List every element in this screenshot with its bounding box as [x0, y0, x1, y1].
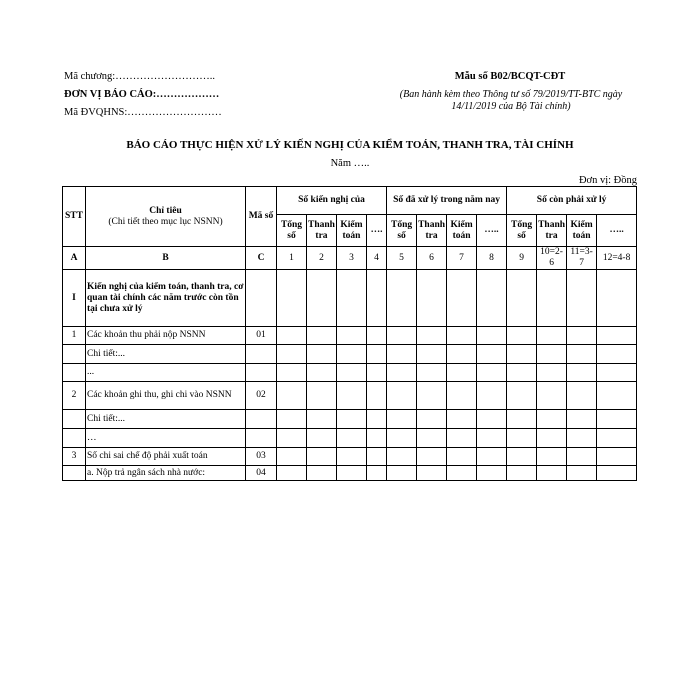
value-cell [537, 382, 567, 410]
value-cell [367, 345, 387, 364]
value-cell [417, 429, 447, 448]
row-code [246, 270, 277, 327]
value-cell [447, 364, 477, 382]
value-cell [307, 429, 337, 448]
value-cell [337, 429, 367, 448]
value-cell [417, 270, 447, 327]
row-code: 01 [246, 327, 277, 345]
table-body [63, 270, 637, 481]
row-label: Số chi sai chế độ phải xuất toán [86, 448, 246, 466]
value-cell [507, 448, 537, 466]
value-cell [337, 448, 367, 466]
row-code: 02 [246, 382, 277, 410]
value-cell [277, 364, 307, 382]
col-stt-header: STT [63, 187, 86, 247]
group-so-kien-nghi: Số kiến nghị của [277, 187, 387, 215]
row-code [246, 429, 277, 448]
value-cell [597, 466, 637, 481]
sub-header: Thanh tra [307, 215, 337, 247]
value-cell [567, 270, 597, 327]
value-cell [417, 382, 447, 410]
value-cell [477, 429, 507, 448]
sub-header: …. [367, 215, 387, 247]
code-cell: 3 [337, 247, 367, 270]
row-stt [63, 466, 86, 481]
code-cell: 10=2-6 [537, 247, 567, 270]
value-cell [277, 382, 307, 410]
value-cell [337, 270, 367, 327]
row-stt [63, 429, 86, 448]
value-cell [537, 364, 567, 382]
sub-header: ….. [477, 215, 507, 247]
value-cell [307, 364, 337, 382]
table-row [63, 327, 637, 345]
value-cell [447, 429, 477, 448]
row-code [246, 345, 277, 364]
report-title: BÁO CÁO THỰC HIỆN XỬ LÝ KIẾN NGHỊ CỦA KIỂM TOÁN, THANH TRA, TÀI CHÍNH [126, 139, 574, 151]
value-cell [277, 345, 307, 364]
ban-hanh-line1: (Ban hành kèm theo Thông tư số 79/2019/TT-BTC ngày [399, 89, 623, 100]
table-row [63, 466, 637, 481]
sub-header: Thanh tra [537, 215, 567, 247]
value-cell [417, 364, 447, 382]
value-cell [597, 270, 637, 327]
code-cell: 4 [367, 247, 387, 270]
code-cell: 1 [277, 247, 307, 270]
row-label: a. Nộp trả ngân sách nhà nước: [86, 466, 246, 481]
value-cell [337, 327, 367, 345]
value-cell [367, 429, 387, 448]
code-cell: 11=3-7 [567, 247, 597, 270]
value-cell [367, 448, 387, 466]
row-stt: I [63, 270, 86, 327]
value-cell [417, 466, 447, 481]
value-cell [537, 345, 567, 364]
value-cell [477, 466, 507, 481]
value-cell [537, 448, 567, 466]
value-cell [507, 270, 537, 327]
value-cell [567, 410, 597, 429]
sub-header: Tổng số [277, 215, 307, 247]
value-cell [567, 327, 597, 345]
value-cell [387, 466, 417, 481]
value-cell [537, 410, 567, 429]
value-cell [447, 466, 477, 481]
col-chi-tieu-title: Chỉ tiêu [149, 205, 182, 216]
value-cell [567, 466, 597, 481]
code-cell: 5 [387, 247, 417, 270]
code-row [63, 247, 637, 270]
value-cell [507, 466, 537, 481]
value-cell [597, 345, 637, 364]
row-stt [63, 410, 86, 429]
value-cell [567, 382, 597, 410]
value-cell [307, 448, 337, 466]
value-cell [417, 410, 447, 429]
table-row [63, 410, 637, 429]
sub-header: Tổng số [387, 215, 417, 247]
value-cell [537, 327, 567, 345]
code-cell: 12=4-8 [597, 247, 637, 270]
sub-header: Thanh tra [417, 215, 447, 247]
ma-dvqhns-label: Mã ĐVQHNS:……………………… [64, 107, 222, 118]
value-cell [277, 270, 307, 327]
value-cell [367, 410, 387, 429]
value-cell [447, 345, 477, 364]
code-cell: B [86, 247, 246, 270]
value-cell [567, 364, 597, 382]
row-code [246, 410, 277, 429]
row-label: … [86, 429, 246, 448]
value-cell [477, 410, 507, 429]
value-cell [447, 270, 477, 327]
row-stt [63, 345, 86, 364]
report-table [62, 186, 637, 481]
value-cell [277, 410, 307, 429]
ma-chuong-label: Mã chương:……………………….. [64, 71, 215, 82]
value-cell [597, 448, 637, 466]
value-cell [537, 429, 567, 448]
row-label: Chi tiết:... [86, 345, 246, 364]
value-cell [307, 466, 337, 481]
value-cell [507, 327, 537, 345]
value-cell [477, 448, 507, 466]
value-cell [507, 364, 537, 382]
value-cell [417, 327, 447, 345]
row-label: Các khoản thu phải nộp NSNN [86, 327, 246, 345]
unit-label: Đơn vị: Đồng [578, 175, 637, 186]
value-cell [567, 345, 597, 364]
code-cell: 2 [307, 247, 337, 270]
row-code [246, 364, 277, 382]
value-cell [597, 410, 637, 429]
col-ma-so-header: Mã số [246, 187, 277, 247]
row-stt: 3 [63, 448, 86, 466]
code-cell: 6 [417, 247, 447, 270]
group-so-da-xu-ly: Số đã xử lý trong năm nay [387, 187, 507, 215]
value-cell [307, 345, 337, 364]
value-cell [537, 466, 567, 481]
value-cell [307, 327, 337, 345]
value-cell [477, 382, 507, 410]
row-code: 04 [246, 466, 277, 481]
value-cell [337, 345, 367, 364]
value-cell [337, 364, 367, 382]
value-cell [417, 345, 447, 364]
value-cell [567, 448, 597, 466]
value-cell [307, 382, 337, 410]
code-cell: A [63, 247, 86, 270]
value-cell [367, 364, 387, 382]
value-cell [447, 327, 477, 345]
code-cell: 7 [447, 247, 477, 270]
value-cell [387, 345, 417, 364]
value-cell [567, 429, 597, 448]
value-cell [537, 270, 567, 327]
row-label: Chi tiết:... [86, 410, 246, 429]
value-cell [387, 448, 417, 466]
value-cell [307, 270, 337, 327]
value-cell [447, 410, 477, 429]
table-row [63, 270, 637, 327]
value-cell [387, 410, 417, 429]
row-code: 03 [246, 448, 277, 466]
col-chi-tieu-sub: (Chi tiết theo mục lục NSNN) [108, 216, 223, 227]
ban-hanh-line2: 14/11/2019 của Bộ Tài chính) [451, 101, 571, 112]
value-cell [387, 382, 417, 410]
report-year: Năm ….. [330, 158, 370, 169]
table-row [63, 429, 637, 448]
value-cell [417, 448, 447, 466]
sub-header: Kiểm toán [447, 215, 477, 247]
sub-header: Kiểm toán [337, 215, 367, 247]
value-cell [277, 466, 307, 481]
don-vi-bao-cao-label: ĐƠN VỊ BÁO CÁO:……………… [64, 89, 220, 100]
table-row [63, 448, 637, 466]
value-cell [387, 429, 417, 448]
value-cell [597, 364, 637, 382]
row-label: Kiến nghị của kiểm toán, thanh tra, cơ quan tài chính các năm trước còn tồn tại chưa xử lý [86, 270, 246, 327]
row-label: Các khoản ghi thu, ghi chi vào NSNN [86, 382, 246, 410]
sub-header: Tổng số [507, 215, 537, 247]
group-so-con-phai-xu-ly: Số còn phải xử lý [507, 187, 637, 215]
value-cell [307, 410, 337, 429]
code-cell: C [246, 247, 277, 270]
code-cell: 8 [477, 247, 507, 270]
col-chi-tieu-header [86, 187, 246, 247]
sub-header: Kiểm toán [567, 215, 597, 247]
table-row [63, 345, 637, 364]
row-stt [63, 364, 86, 382]
value-cell [367, 270, 387, 327]
value-cell [477, 345, 507, 364]
value-cell [507, 410, 537, 429]
value-cell [387, 327, 417, 345]
value-cell [367, 327, 387, 345]
row-stt: 1 [63, 327, 86, 345]
value-cell [387, 270, 417, 327]
value-cell [447, 448, 477, 466]
table-row [63, 364, 637, 382]
value-cell [337, 410, 367, 429]
code-cell: 9 [507, 247, 537, 270]
value-cell [447, 382, 477, 410]
value-cell [477, 364, 507, 382]
value-cell [337, 382, 367, 410]
value-cell [367, 382, 387, 410]
value-cell [477, 327, 507, 345]
sub-header: ….. [597, 215, 637, 247]
row-stt: 2 [63, 382, 86, 410]
table-row [63, 382, 637, 410]
value-cell [507, 345, 537, 364]
value-cell [477, 270, 507, 327]
value-cell [277, 327, 307, 345]
row-label: ... [86, 364, 246, 382]
value-cell [277, 429, 307, 448]
value-cell [507, 382, 537, 410]
value-cell [277, 448, 307, 466]
value-cell [387, 364, 417, 382]
value-cell [337, 466, 367, 481]
value-cell [507, 429, 537, 448]
value-cell [597, 382, 637, 410]
value-cell [597, 327, 637, 345]
value-cell [597, 429, 637, 448]
value-cell [367, 466, 387, 481]
mau-so-label: Mẫu số B02/BCQT-CĐT [454, 71, 566, 82]
